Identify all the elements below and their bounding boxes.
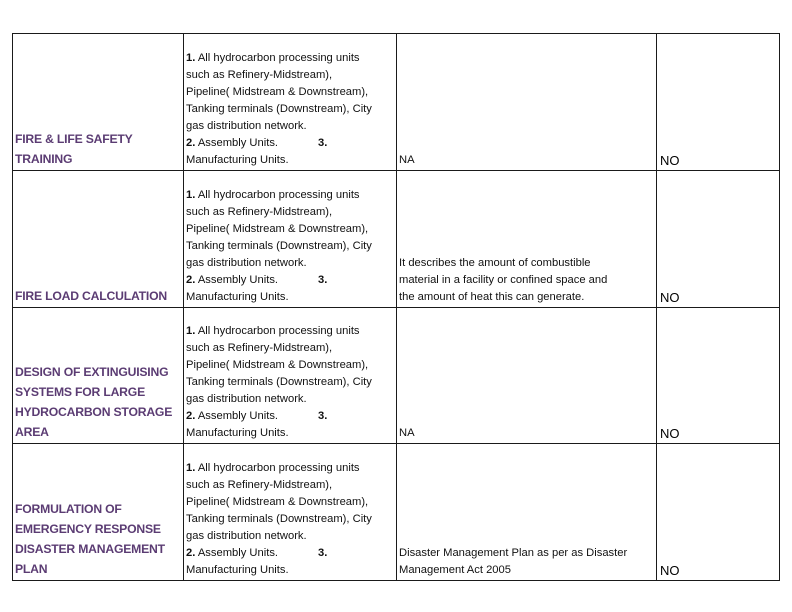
status-cell xyxy=(657,34,780,171)
scope-text: 1. All hydrocarbon processing units such as Refinery-Midstream), Pipeline( Midstream & Downstream), Tanking terminals (Downstream), City gas distribution network. 2. Assembly Units. 3. Manufacturing Units. xyxy=(186,51,372,166)
description-text: NA xyxy=(399,153,415,166)
topic-cell xyxy=(13,307,184,444)
topic-title: FIRE & LIFE SAFETY TRAINING xyxy=(15,131,133,166)
topic-cell xyxy=(13,170,184,307)
topic-cell xyxy=(13,34,184,171)
table-row xyxy=(13,34,780,171)
scope-text: 1. All hydrocarbon processing units such as Refinery-Midstream), Pipeline( Midstream & Downstream), Tanking terminals (Downstream), City gas distribution network. 2. Assembly Units. 3. Manufacturing Units. xyxy=(186,325,372,440)
scope-cell xyxy=(184,34,397,171)
scope-cell xyxy=(184,444,397,581)
description-text: Disaster Management Plan as per as Disaster Management Act 2005 xyxy=(399,547,628,576)
scope-cell xyxy=(184,307,397,444)
description-text: NA xyxy=(399,427,415,440)
topic-title: FIRE LOAD CALCULATION xyxy=(15,288,167,303)
description-cell xyxy=(397,444,657,581)
table-row xyxy=(13,170,780,307)
status-value: NO xyxy=(660,289,680,305)
topic-cell xyxy=(13,444,184,581)
description-cell xyxy=(397,34,657,171)
description-cell xyxy=(397,307,657,444)
scope-cell xyxy=(184,170,397,307)
topic-title: DESIGN OF EXTINGUISING SYSTEMS FOR LARGE HYDROCARBON STORAGE AREA xyxy=(15,365,173,440)
scope-text: 1. All hydrocarbon processing units such as Refinery-Midstream), Pipeline( Midstream & Downstream), Tanking terminals (Downstream), City gas distribution network. 2. Assembly Units. 3. Manufacturing Units. xyxy=(186,188,372,303)
table-row xyxy=(13,307,780,444)
status-cell xyxy=(657,444,780,581)
services-table xyxy=(12,33,780,581)
status-cell xyxy=(657,170,780,307)
description-cell xyxy=(397,170,657,307)
description-text: It describes the amount of combustible material in a facility or confined space and the amount of heat this can generate. xyxy=(399,256,608,303)
scope-text: 1. All hydrocarbon processing units such as Refinery-Midstream), Pipeline( Midstream & Downstream), Tanking terminals (Downstream), City gas distribution network. 2. Assembly Units. 3. Manufacturing Units. xyxy=(186,462,372,576)
status-value: NO xyxy=(660,152,680,168)
topic-title: FORMULATION OF EMERGENCY RESPONSE DISASTER MANAGEMENT PLAN xyxy=(15,502,165,576)
status-value: NO xyxy=(660,563,680,578)
status-value: NO xyxy=(660,426,680,442)
table-body xyxy=(13,34,780,581)
table-row xyxy=(13,444,780,581)
status-cell xyxy=(657,307,780,444)
